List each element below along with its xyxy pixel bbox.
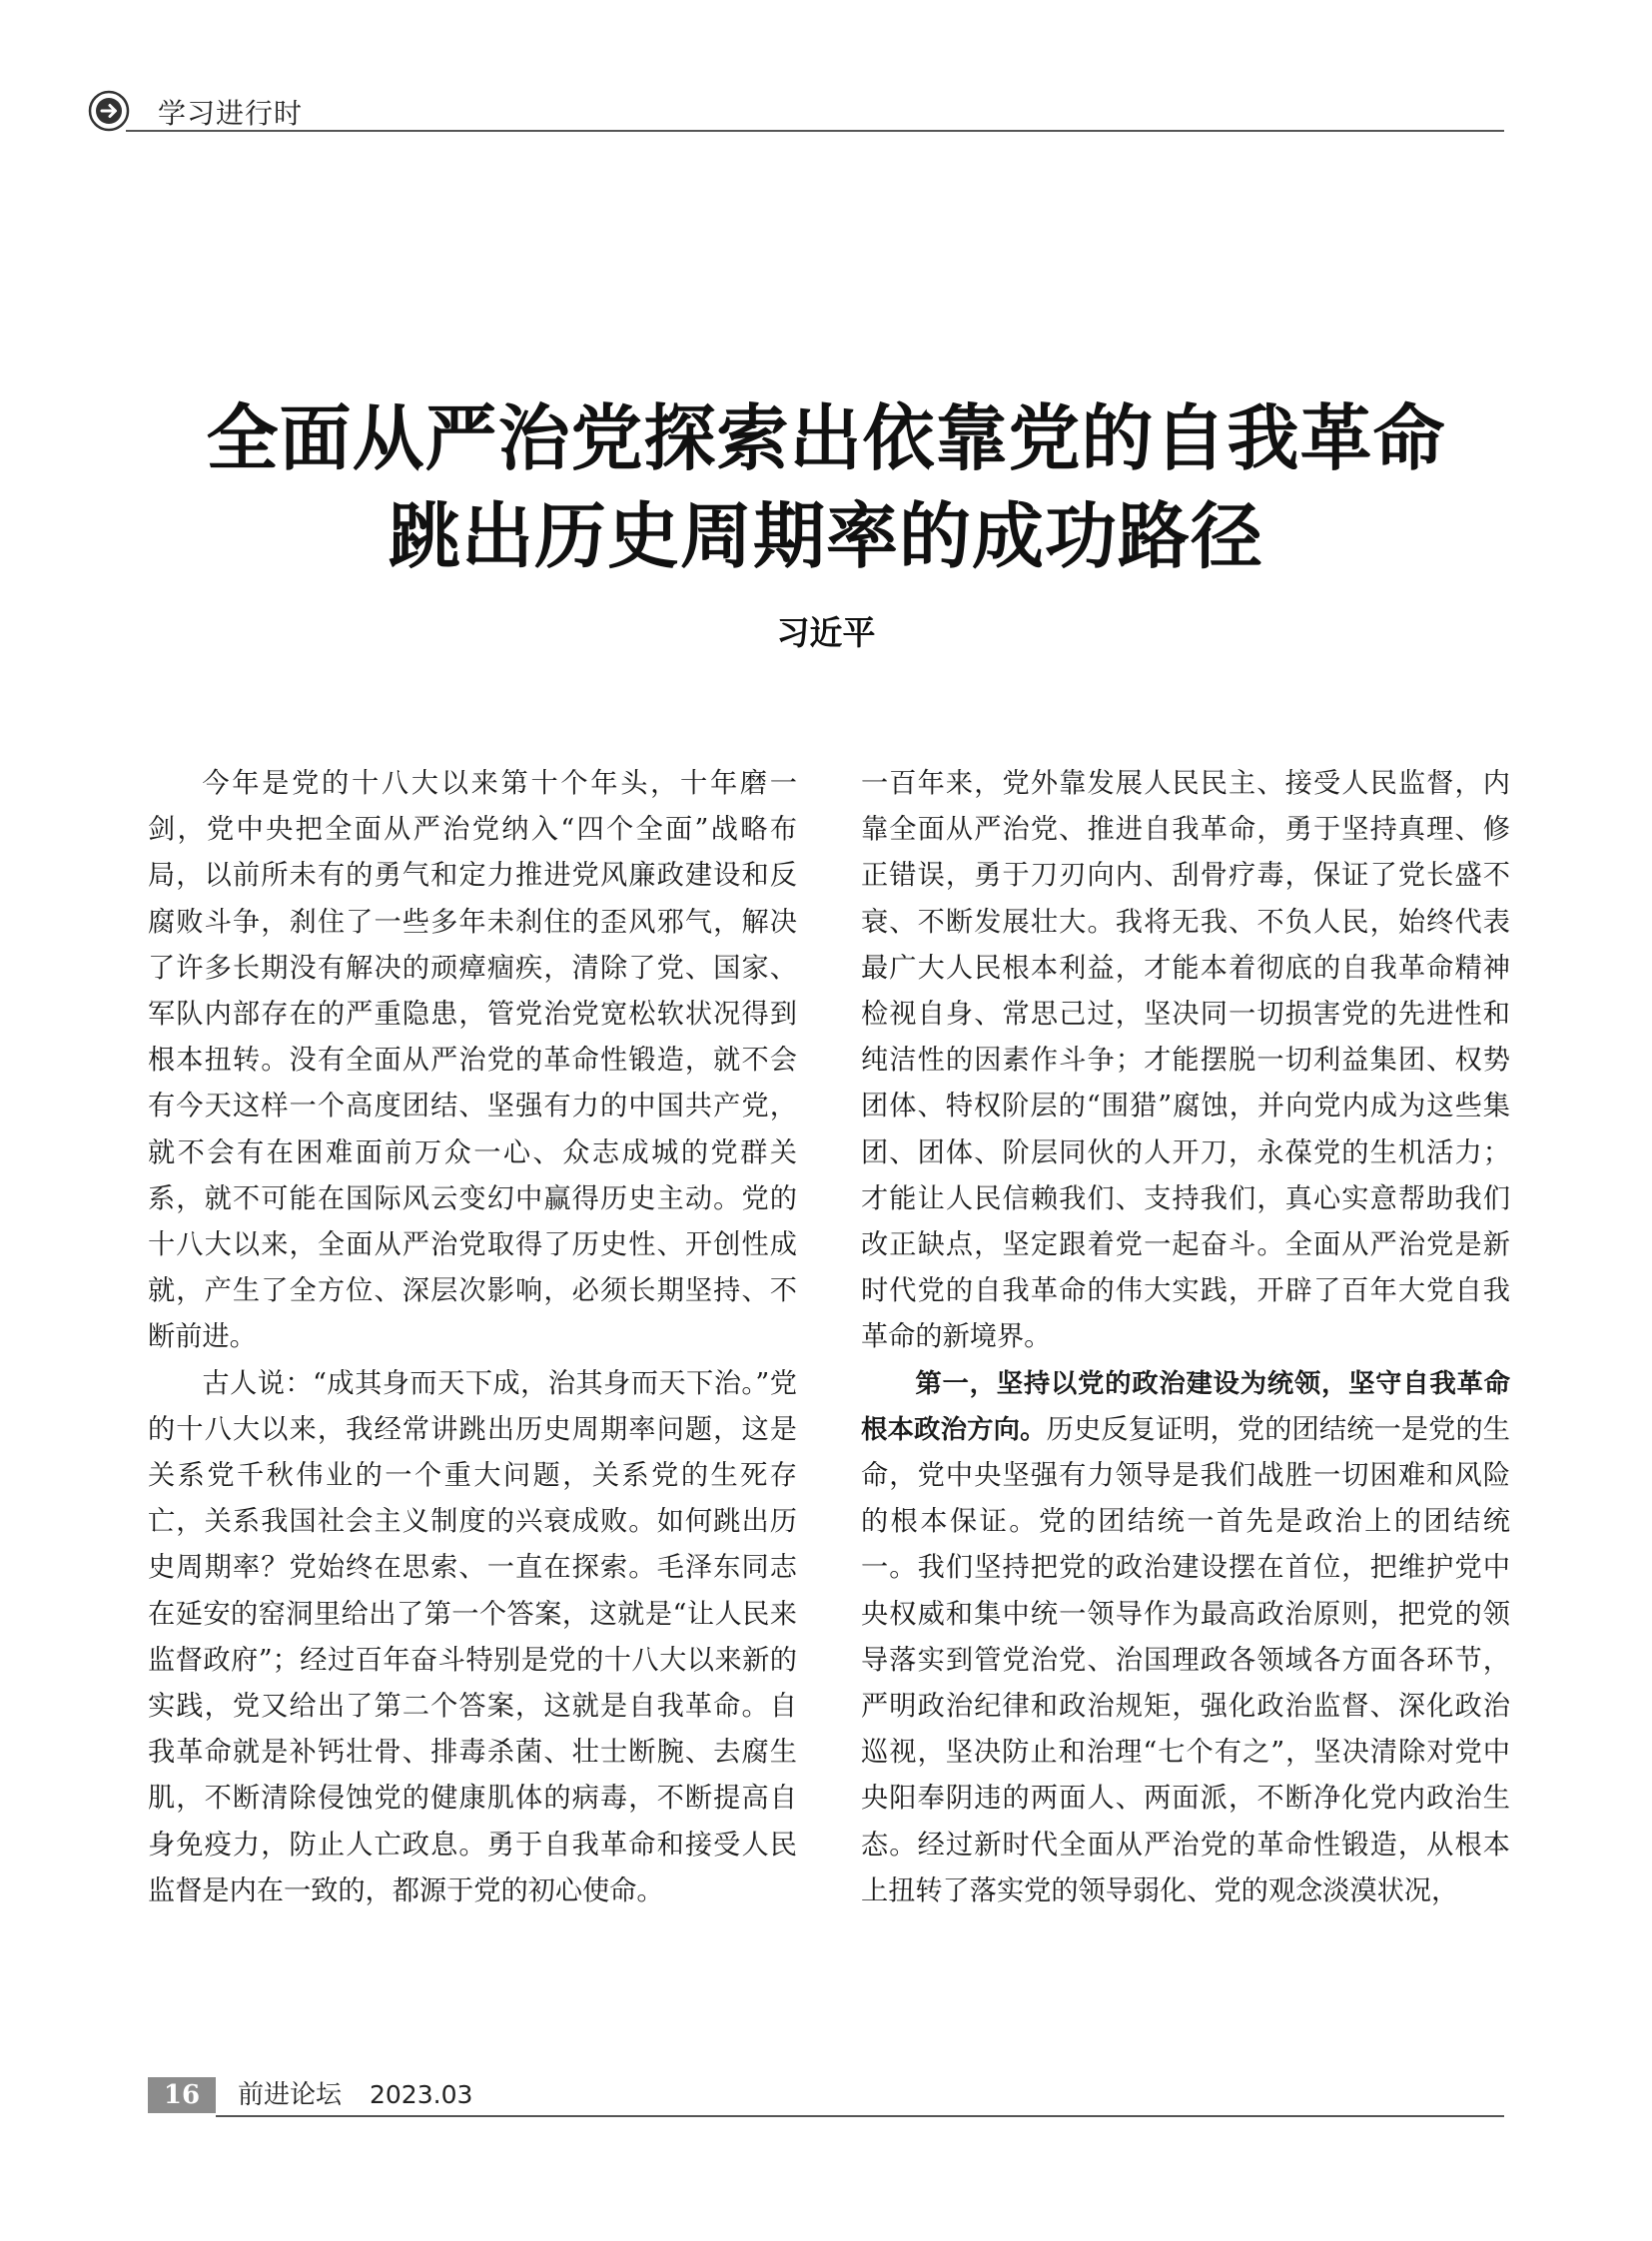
paragraph bbox=[861, 1361, 1510, 1914]
article-title-line-1: 全面从严治党探索出依靠党的自我革命 bbox=[206, 396, 1446, 480]
paragraph: 今年是党的十八大以来第十个年头，十年磨一剑，党中央把全面从严治党纳入“四个全面”战略布局，以前所未有的勇气和定力推进党风廉政建设和反腐败斗争，刹住了一些多年未刹住的歪风邪气，解决了许多长期没有解决的顽瘴痼疾，清除了党、国家、军队内部存在的严重隐患，管党治党宽松软状况得到根本扭转。没有全面从严治党的革命性锻造，就不会有今天这样一个高度团结、坚强有力的中国共产党，就不会有在困难面前万众一心、众志成城的党群关系，就不可能在国际风云变幻中赢得历史主动。党的十八大以来，全面从严治党取得了历史性、开创性成就，产生了全方位、深层次影响，必须长期坚持、不断前进。 bbox=[148, 768, 797, 1353]
page-footer bbox=[148, 2077, 1504, 2121]
body-column-left bbox=[148, 761, 797, 1914]
article-title-line-2: 跳出历史周期率的成功路径 bbox=[388, 494, 1263, 578]
running-header bbox=[88, 88, 1504, 136]
footer-rule bbox=[216, 2115, 1504, 2117]
paragraph: 古人说：“成其身而天下成，治其身而天下治。”党的十八大以来，我经常讲跳出历史周期率问题，这是关系党千秋伟业的一个重大问题，关系党的生死存亡，关系我国社会主义制度的兴衰成败。如何跳出历史周期率？党始终在思索、一直在探索。毛泽东同志在延安的窑洞里给出了第一个答案，这就是“让人民来监督政府”；经过百年奋斗特别是党的十八大以来新的实践，党又给出了第二个答案，这就是自我革命。自我革命就是补钙壮骨、排毒杀菌、壮士断腕、去腐生肌，不断清除侵蚀党的健康肌体的病毒，不断提高自身免疫力，防止人亡政息。勇于自我革命和接受人民监督是内在一致的，都源于党的初心使命。 bbox=[148, 1367, 797, 1906]
paragraph-continued: 一百年来，党外靠发展人民民主、接受人民监督，内靠全面从严治党、推进自我革命，勇于坚持真理、修正错误，勇于刀刃向内、刮骨疗毒，保证了党长盛不衰、不断发展壮大。我将无我、不负人民，始终代表最广大人民根本利益，才能本着彻底的自我革命精神检视自身、常思己过，坚决同一切损害党的先进性和纯洁性的因素作斗争；才能摆脱一切利益集团、权势团体、特权阶层的“围猎”腐蚀，并向党内成为这些集团、团体、阶层同伙的人开刀，永葆党的生机活力；才能让人民信赖我们、支持我们，真心实意帮助我们改正缺点，坚定跟着党一起奋斗。全面从严治党是新时代党的自我革命的伟大实践，开辟了百年大党自我革命的新境界。 bbox=[861, 768, 1510, 1353]
issue-number: 2023.03 bbox=[370, 2080, 473, 2109]
header-rule bbox=[126, 130, 1504, 132]
article-author: 习近平 bbox=[776, 613, 876, 652]
paragraph-lead-heading: 第一，坚持以党的政治建设为统领，坚守自我革命根本政治方向。 bbox=[861, 1367, 1510, 1445]
paragraph-text: 历史反复证明，党的团结统一是党的生命，党中央坚强有力领导是我们战胜一切困难和风险的根本保证。党的团结统一首先是政治上的团结统一。我们坚持把党的政治建设摆在首位，把维护党中央权威和集中统一领导作为最高政治原则，把党的领导落实到管党治党、治国理政各领域各方面各环节，严明政治纪律和政治规矩，强化政治监督、深化政治巡视，坚决防止和治理“七个有之”，坚决清除对党中央阳奉阴违的两面人、两面派，不断净化党内政治生态。经过新时代全面从严治党的革命性锻造，从根本上扭转了落实党的领导弱化、党的观念淡漠状况， bbox=[861, 1413, 1510, 1906]
journal-name: 前进论坛 bbox=[238, 2080, 343, 2110]
body-column-right bbox=[861, 761, 1510, 1914]
page-number: 16 bbox=[148, 2077, 216, 2113]
section-name: 学习进行时 bbox=[158, 97, 304, 130]
arrow-circle-icon bbox=[88, 90, 130, 132]
